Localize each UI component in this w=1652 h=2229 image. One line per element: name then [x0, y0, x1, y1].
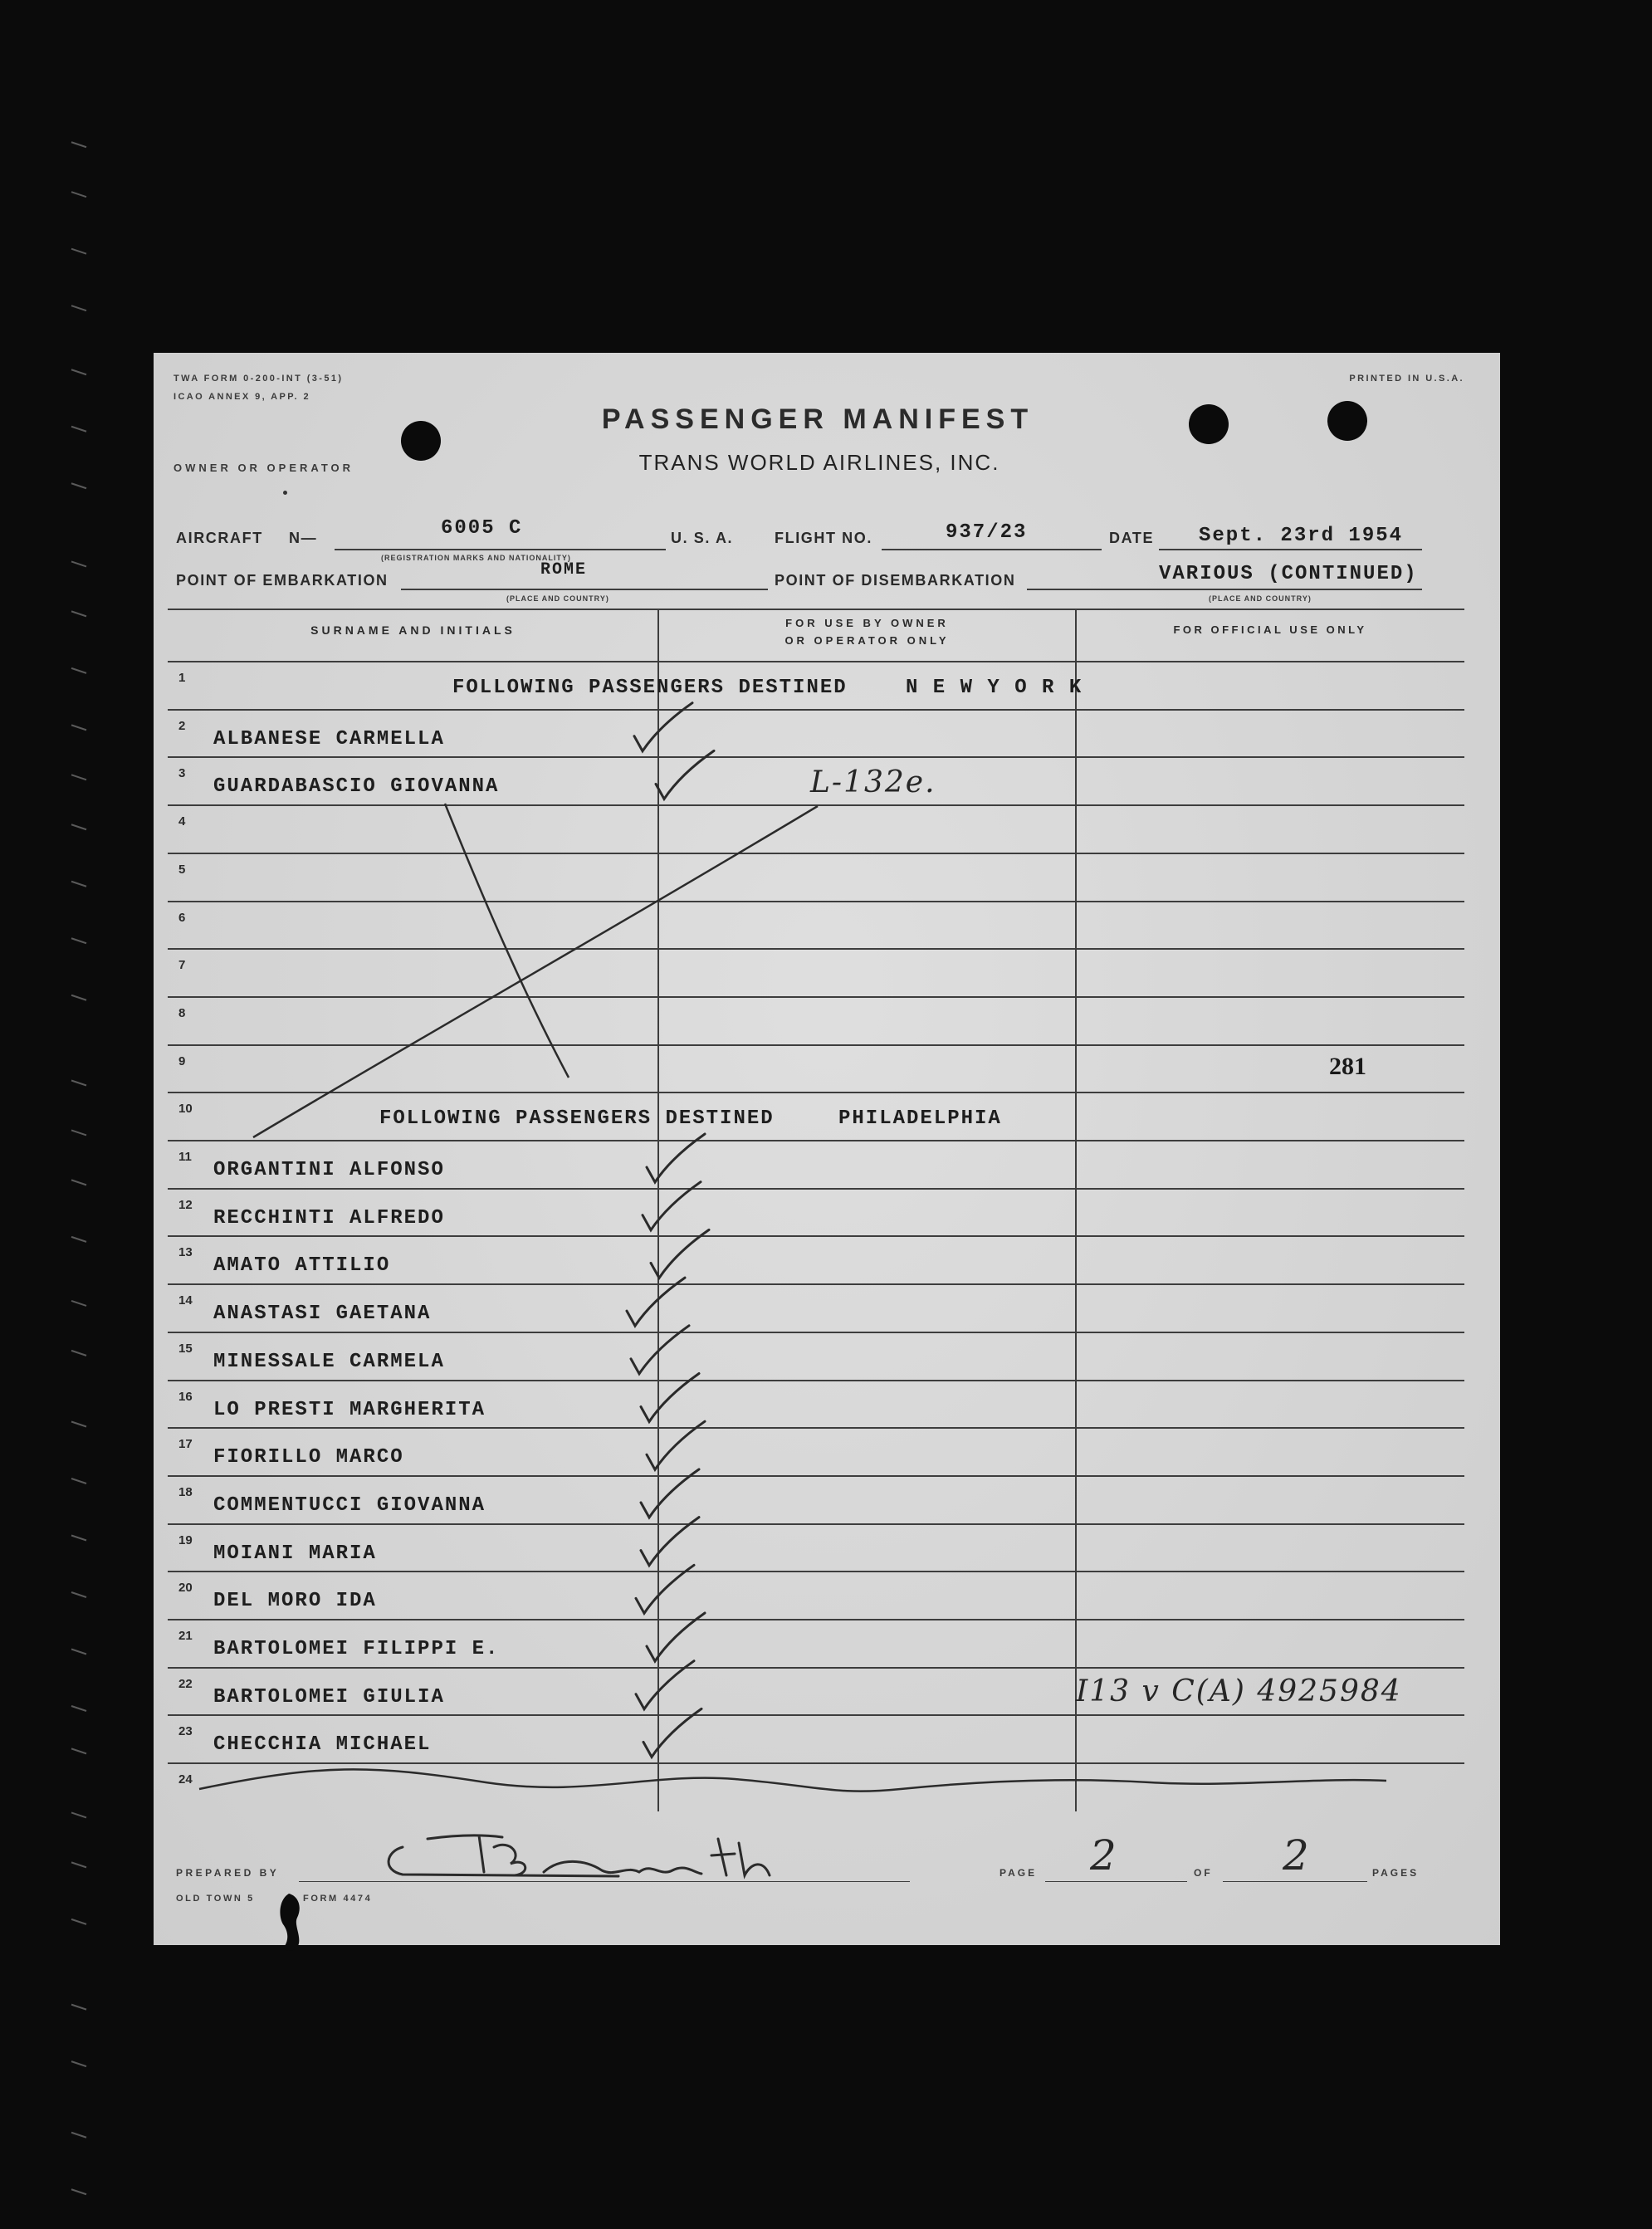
passenger-name: BARTOLOMEI GIULIA	[213, 1685, 445, 1708]
official-use-note: I13 v C(A) 4925984	[1076, 1674, 1402, 1708]
airline-name: TRANS WORLD AIRLINES, INC.	[638, 450, 1000, 475]
ink-dot	[283, 491, 287, 495]
scan-artifact	[71, 938, 86, 943]
punch-hole	[1189, 404, 1229, 444]
passenger-name: COMMENTUCCI GIOVANNA	[213, 1493, 486, 1517]
row-divider	[168, 1427, 1464, 1429]
scan-artifact	[71, 483, 86, 488]
scan-artifact	[71, 611, 86, 616]
scan-artifact	[71, 249, 86, 254]
row-divider	[168, 1092, 1464, 1093]
row-number: 2	[178, 718, 186, 733]
passenger-name: BARTOLOMEI FILIPPI E.	[213, 1638, 500, 1660]
scan-artifact	[71, 882, 86, 887]
row-divider	[168, 1044, 1464, 1046]
scan-artifact	[71, 1812, 86, 1817]
passenger-name: DEL MORO IDA	[213, 1590, 377, 1613]
disembarkation-label: POINT OF DISEMBARKATION	[775, 572, 1016, 589]
scan-artifact	[71, 1919, 86, 1924]
scan-artifact	[71, 1130, 86, 1135]
flight-number-label: FLIGHT NO.	[775, 530, 872, 546]
scan-artifact	[71, 775, 86, 780]
row-number: 12	[178, 1197, 193, 1212]
prepared-by-underline	[299, 1881, 910, 1882]
scan-artifact	[71, 1862, 86, 1867]
embarkation-place: ROME	[540, 560, 588, 579]
destination-city: N E W Y O R K	[906, 677, 1083, 699]
scan-artifact	[71, 369, 86, 374]
printed-in-note: PRINTED IN U.S.A.	[1349, 374, 1464, 384]
scan-artifact	[71, 1536, 86, 1541]
passenger-name: MOIANI MARIA	[213, 1542, 377, 1565]
row-divider	[168, 1332, 1464, 1333]
row-divider	[168, 1283, 1464, 1285]
destination-heading: FOLLOWING PASSENGERS DESTINED	[379, 1107, 775, 1131]
owner-operator-label: OWNER OR OPERATOR	[174, 462, 354, 474]
row-number: 22	[178, 1676, 193, 1691]
scan-artifact	[71, 1748, 86, 1753]
row-number: 6	[178, 910, 186, 925]
row-divider	[168, 901, 1464, 902]
scan-artifact	[71, 1650, 86, 1655]
row-number: 15	[178, 1341, 193, 1356]
place-caption: (PLACE AND COUNTRY)	[1209, 594, 1312, 603]
scan-artifact	[71, 1237, 86, 1242]
flight-date: Sept. 23rd 1954	[1199, 525, 1404, 547]
icao-reference: ICAO ANNEX 9, APP. 2	[174, 392, 310, 402]
row-number: 8	[178, 1005, 186, 1020]
of-underline	[1223, 1881, 1367, 1882]
row-number: 1	[178, 671, 186, 685]
row-divider	[168, 709, 1464, 711]
flight-number: 937/23	[946, 521, 1028, 544]
scan-artifact	[71, 306, 86, 310]
row-divider	[168, 1475, 1464, 1477]
signature-scribble	[389, 1836, 770, 1876]
row-divider	[168, 1571, 1464, 1572]
official-use-note: 281	[1329, 1052, 1366, 1080]
scan-artifact	[71, 142, 86, 147]
passenger-name: ANASTASI GAETANA	[213, 1303, 432, 1326]
registration-caption: (REGISTRATION MARKS AND NATIONALITY)	[381, 554, 571, 562]
embarkation-underline	[401, 589, 768, 590]
row-number: 11	[178, 1150, 192, 1164]
date-underline	[1159, 549, 1422, 550]
scan-artifact	[71, 725, 86, 730]
scan-artifact	[71, 2005, 86, 2010]
disembarkation-underline	[1027, 589, 1422, 590]
row-number: 16	[178, 1389, 193, 1404]
prepared-by-label: PREPARED BY	[176, 1867, 280, 1879]
flight-number-underline	[882, 549, 1102, 550]
row-divider	[168, 1235, 1464, 1237]
scan-artifact	[71, 824, 86, 829]
page-number: 2	[1090, 1831, 1117, 1879]
owner-note-handwritten: L-132e.	[810, 765, 936, 800]
row-number: 3	[178, 766, 186, 781]
form-code: TWA FORM 0-200-INT (3-51)	[174, 374, 344, 384]
disembarkation-place: VARIOUS (CONTINUED)	[1159, 563, 1418, 585]
scan-artifact	[71, 1592, 86, 1597]
scan-artifact	[71, 561, 86, 566]
scan-artifact	[71, 1081, 86, 1086]
scan-artifact	[71, 1351, 86, 1356]
scan-artifact	[71, 192, 86, 197]
row-divider	[168, 853, 1464, 854]
row-divider	[168, 1380, 1464, 1381]
header-official: FOR OFFICIAL USE ONLY	[1173, 623, 1367, 636]
row-divider	[168, 1188, 1464, 1190]
scan-artifact	[71, 1301, 86, 1306]
row-divider	[168, 1714, 1464, 1716]
aircraft-underline	[335, 549, 666, 550]
row-divider	[168, 1619, 1464, 1620]
row-divider	[168, 996, 1464, 998]
punch-hole	[1327, 401, 1367, 441]
nationality-label: U. S. A.	[671, 530, 734, 546]
scan-artifact	[71, 1422, 86, 1427]
destination-city: PHILADELPHIA	[838, 1107, 1002, 1131]
passenger-name: FIORILLO MARCO	[213, 1446, 404, 1469]
row-number: 4	[178, 814, 186, 829]
passenger-name: AMATO ATTILIO	[213, 1254, 391, 1278]
table-header-rule	[168, 661, 1464, 662]
embarkation-label: POINT OF EMBARKATION	[176, 572, 389, 589]
form-number: FORM 4474	[303, 1894, 373, 1904]
row-number: 13	[178, 1245, 193, 1260]
row-number: 20	[178, 1581, 193, 1596]
header-owner-line2: OR OPERATOR ONLY	[784, 634, 950, 647]
row-divider	[168, 804, 1464, 806]
row-number: 9	[178, 1053, 186, 1068]
cross-out-stroke	[445, 804, 569, 1078]
row-number: 19	[178, 1532, 193, 1547]
header-owner-line1: FOR USE BY OWNER	[785, 617, 949, 629]
scan-artifact	[71, 2189, 86, 2194]
scan-artifact	[71, 1180, 86, 1185]
row-divider	[168, 1140, 1464, 1141]
scan-artifact	[71, 1706, 86, 1711]
destination-heading: FOLLOWING PASSENGERS DESTINED	[452, 677, 848, 699]
scan-artifact	[71, 2061, 86, 2066]
row-void-wavy-line	[199, 1769, 1386, 1791]
place-caption: (PLACE AND COUNTRY)	[506, 594, 609, 603]
row-divider	[168, 948, 1464, 950]
scan-artifact	[71, 1479, 86, 1484]
total-pages: 2	[1283, 1831, 1309, 1879]
scan-artifact	[71, 995, 86, 1000]
row-number: 24	[178, 1772, 193, 1787]
row-number: 17	[178, 1437, 193, 1452]
passenger-name: LO PRESTI MARGHERITA	[213, 1398, 486, 1421]
row-number: 7	[178, 958, 186, 973]
printer-mark: OLD TOWN 5	[176, 1894, 255, 1904]
row-number: 18	[178, 1484, 193, 1499]
passenger-name: RECCHINTI ALFREDO	[213, 1206, 445, 1229]
passenger-name: GUARDABASCIO GIOVANNA	[213, 775, 500, 799]
passenger-name: CHECCHIA MICHAEL	[213, 1733, 432, 1757]
cross-out-stroke	[253, 806, 818, 1137]
row-number: 14	[178, 1293, 193, 1308]
column-divider	[1075, 609, 1077, 1811]
scan-artifact	[71, 2133, 86, 2138]
row-divider	[168, 1523, 1464, 1525]
column-divider	[657, 609, 659, 1811]
page-title: PASSENGER MANIFEST	[601, 403, 1034, 435]
passenger-name: ALBANESE CARMELLA	[213, 727, 445, 750]
row-divider	[168, 756, 1464, 758]
row-divider	[168, 1762, 1464, 1764]
date-label: DATE	[1109, 530, 1155, 546]
pages-label: PAGES	[1372, 1867, 1420, 1879]
page-label: PAGE	[1000, 1867, 1038, 1879]
row-number: 23	[178, 1724, 193, 1739]
row-number: 5	[178, 862, 186, 877]
row-number: 21	[178, 1629, 193, 1643]
aircraft-prefix: N—	[289, 530, 318, 546]
row-divider	[168, 1667, 1464, 1669]
table-top-rule	[168, 609, 1464, 610]
row-number: 10	[178, 1102, 193, 1117]
of-label: OF	[1194, 1867, 1213, 1879]
passenger-name: MINESSALE CARMELA	[213, 1350, 445, 1373]
scan-artifact	[71, 668, 86, 673]
aircraft-registration: 6005 C	[441, 517, 523, 540]
page-underline	[1045, 1881, 1187, 1882]
aircraft-label: AIRCRAFT	[176, 530, 263, 546]
punch-hole	[401, 421, 441, 461]
header-surname: SURNAME AND INITIALS	[310, 623, 516, 637]
manifest-paper	[154, 353, 1500, 1945]
passenger-name: ORGANTINI ALFONSO	[213, 1159, 445, 1181]
scan-artifact	[71, 427, 86, 432]
